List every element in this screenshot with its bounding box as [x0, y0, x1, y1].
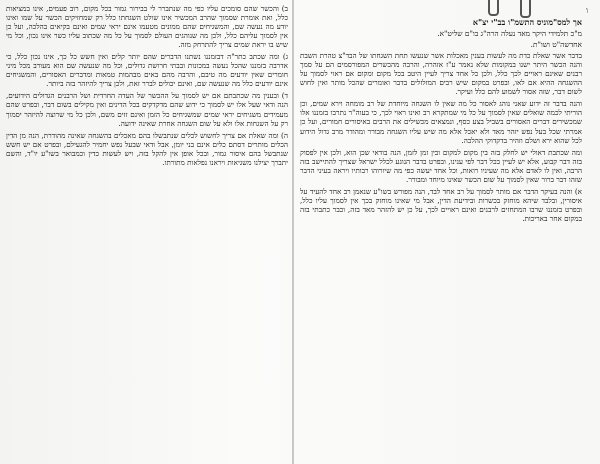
paragraph: ב) והכשר שהם סומכים עליו כפי מה שנתברר לי בבירור גמור בכל מקום, רוב פעמים, אינו במציאות כלל, ואת אומרת שסמוך שהרב המכשיר אינו שולט השגחתו כלל רק שמחזיקים הכשר על שמו ואינו יודע מה נעשה שם, והמשגיחים שהם ממונים מטעמו אינם יראי שמים ואינם בקיאים בהלכה, ועל כן אין לסמוך עליהם כלל, ולכן מה שנוהגים העולם לסמוך על כל מה שכתוב עליו כשר אינו נכון, וכל מי שיש בו יראת שמים צריך להתרחק מזה. [6, 4, 288, 50]
paragraph: ה) ומה שאלת אם צריך לחשוש לכלים שנתבשלו בהם מאכלים בהשגחה שאינה מהודרת, הנה מן הדין הכלים מותרים דסתם כלים אינם בני יומן, אבל ודאי שבעל נפש יחמיר להגעילם, ובפרט אם יש חשש שנתבשל בהם איסור גמור, ובכל אופן אין להקל בזה, ויש לעשות כדין וכמבואר בשו"ע יו"ד, והשם יתברך יצילנו משגיאות ויראנו נפלאות מתורתו. [6, 130, 288, 167]
letter-recipient: מ"כ תלמידי היקר מאד נעלה הרה"ג בו"ם שליט"א. [437, 29, 582, 39]
right-column [300, 18, 582, 458]
letter-greeting: אך למס"מוניס התשמ"ו בב"י יצ"א [472, 18, 582, 27]
letter-salutation: אחדשה"ט ושו"ת. [530, 40, 582, 50]
binder-clip [520, 0, 531, 18]
left-column [6, 4, 288, 458]
paragraph: בדבר אשר שאלת כדת מה לעשות בענין מאכלות אשר שנעשו תחת השגחתו של הבד"צ טהרת השבת והנה הכשר היתר ישנו במקומות שלא נאמר ע"ז אזהרה, והרבה מהכשרים המפורסמים הם על סמך רבנים שאינם ראויים לכך כלל, ולכן כל אחד צריך לעיין היטב בכל מקום ומקום אם ראוי לסמוך על ההשגחה ההיא אם לאו, ובפרט במקום שיש רבים המזלזלים בדבר ואומרים שהכל מותר ואין לחוש לשום דבר, שזה אסור לשמוע להם כלל ועיקר. [300, 51, 582, 97]
page-number: ו [586, 6, 589, 15]
paragraph: ד) ובענין מה שכתבתם אם יש לסמוך על ההכשר של העדה החרדית ושל הרבנים הגדולים הידועים, הנה ודאי שעל אלו יש לסמוך כי ידוע שהם מדקדקים בכל הדינים ואין מקילים בשום דבר, ובפרט שהם מעמידים משגיחים יראי שמים שמשגיחים כל הזמן ואינם זזים משם, ולכן כל מי שרוצה להיזהר יסמוך רק על השגחות אלו ולא על שום השגחה אחרת שאינה ידועה. [6, 91, 288, 128]
paragraph: ומה שכתבת דאולי יש לחלק בזה בין מקום למקום ובין זמן לזמן, הנה בודאי שכן הוא, ולכן אין לפסוק בזה דבר קבוע, אלא יש לעיין בכל דבר לפי ענינו, ובפרט בדבר הנוגע לכלל ישראל שצריך להתיישב בזה הרבה, ואין לו לאדם אלא מה שעיניו רואות, וכל אחד יעשה כפי מה שיורוהו רבותיו ויראה בעיני הדבר שזהו דבר ברור שאין לסמוך על שום הכשר שאינו מיוחד ומבורר. [300, 147, 582, 184]
binder-clip [488, 0, 499, 16]
paragraph: והנה בדבר זה ידוע שאני נוהג לאסור כל מה שאין לו השגחה מיוחדת של רב מומחה וירא שמים, וכן הוריתי לכמה שואלים שאין לסמוך על כל מי שמתקרא רב ואינו ראוי לכך, כי בעוה"ר נתרבו בזמננו אלו שמכשירים דברים האסורים בשביל בצע כסף, ונמצאים מכשילים את הרבים באיסורים חמורים, ועל כן אמרתי שכל בעל נפש יזהר מאד ולא יאכל אלא מה שיש עליו השגחה מבורר ומהודר מרב גדול הידוע לכל שהוא ירא ושלם וזהיר בדקדוקי ההלכה. [300, 99, 582, 145]
paragraph: ג) ומה שכתב כתר"ה דבזמננו נשתנו הדברים שהם יותר קלים ואין חשש כל כך, אינו נכון כלל, כי אדרבה בזמננו שהכל נעשה במכונות ובבתי חרושת גדולים, וכל מה שנעשה שם הוא מעורב מכל מיני חומרים שאין יודעים מה טיבם, והרבה מהם באים מבהמות טמאות ומדברים האסורים, והמשגיחים אינם יודעים כלל מה שנעשה שם, ואינם יכולים לברר זאת, ולכן צריך להיזהר בזה ביותר. [6, 52, 288, 89]
paragraph: א) והנה בעיקר הדבר אם מותר לסמוך על רב אחד לבד, הנה מפורש בשו"ע שנאמן רב אחד להעיד על איסורין, ובלבד שיהא מוחזק בכשרות ובידיעת הדין, אבל מי שאינו מוחזק בכך אין לסמוך עליו כלל, ובפרט בזמננו שרבו המתחזים לרבנים ואינם ראויים לכך, על כן יש להזהר מאד בזה, וכבר כתבתי בזה במקום אחר באריכות. [300, 186, 582, 223]
page-fold [292, 0, 294, 464]
